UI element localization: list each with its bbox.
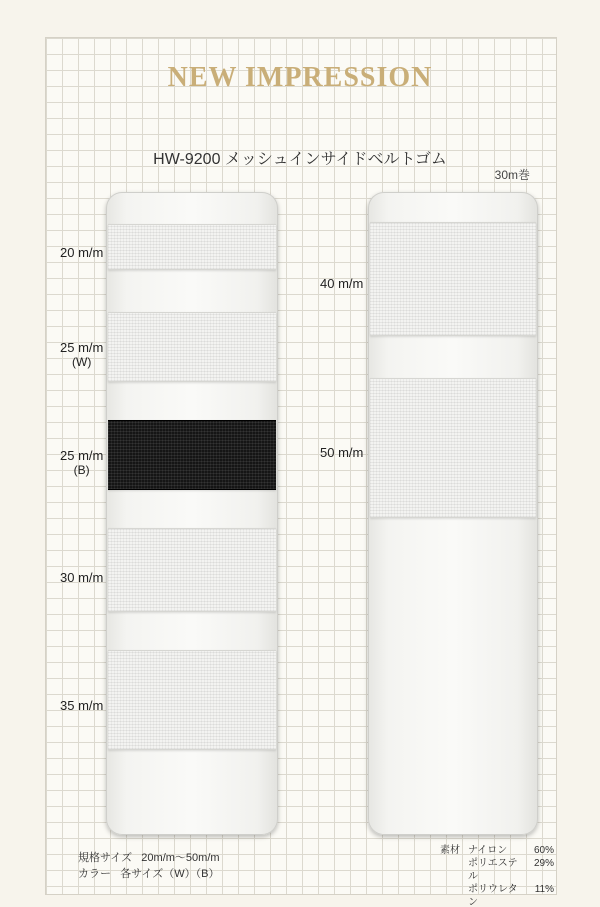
- tape-sample-40mm: [370, 222, 536, 336]
- size-label-20mm: [60, 245, 103, 260]
- tape-sample-30mm: [108, 528, 276, 612]
- spec-label: 規格サイズ: [78, 852, 133, 864]
- spec-info: [78, 850, 220, 882]
- roll-length: 30m巻: [494, 168, 530, 182]
- brand-title: NEW IMPRESSION: [167, 62, 433, 93]
- sample-card-left: [106, 192, 278, 835]
- size-label-25mm-white: [60, 340, 103, 370]
- size-value: 40 m/m: [320, 276, 364, 291]
- size-value: 35 m/m: [60, 698, 104, 713]
- color-label: カラー: [78, 868, 111, 880]
- tape-sample-35mm: [108, 650, 276, 750]
- size-label-25mm-black: [60, 448, 103, 478]
- spec-value: 20m/m～50m/m: [141, 852, 220, 864]
- tape-sample-25mm-white: [108, 312, 276, 382]
- material-label: 素材: [440, 845, 460, 856]
- size-label-35mm: [60, 698, 103, 713]
- size-variant: (B): [73, 463, 90, 477]
- material-percent: 60%: [533, 845, 554, 856]
- material-name: ポリウレタン: [468, 884, 518, 907]
- tape-sample-25mm-black: [108, 420, 276, 490]
- tape-sample-50mm: [370, 378, 536, 518]
- size-label-50mm: [320, 445, 363, 460]
- color-value: 各サイズ（W）（B）: [120, 868, 220, 880]
- tape-sample-20mm: [108, 224, 276, 270]
- size-value: 30 m/m: [60, 570, 104, 585]
- size-label-40mm: [320, 276, 363, 291]
- size-label-30mm: [60, 570, 103, 585]
- size-variant: (W): [72, 355, 92, 369]
- size-value: 20 m/m: [60, 245, 104, 260]
- product-title: HW-9200 メッシュインサイドベルトゴム: [153, 151, 447, 168]
- size-value: 25 m/m: [60, 448, 104, 463]
- material-percent: 29%: [533, 858, 554, 869]
- size-value: 25 m/m: [60, 340, 104, 355]
- material-name: ポリエステル: [468, 858, 518, 882]
- material-percent: 11%: [534, 884, 554, 895]
- material-info: [440, 844, 554, 907]
- size-value: 50 m/m: [320, 445, 364, 460]
- sample-card-right: [368, 192, 538, 835]
- material-name: ナイロン: [468, 845, 508, 856]
